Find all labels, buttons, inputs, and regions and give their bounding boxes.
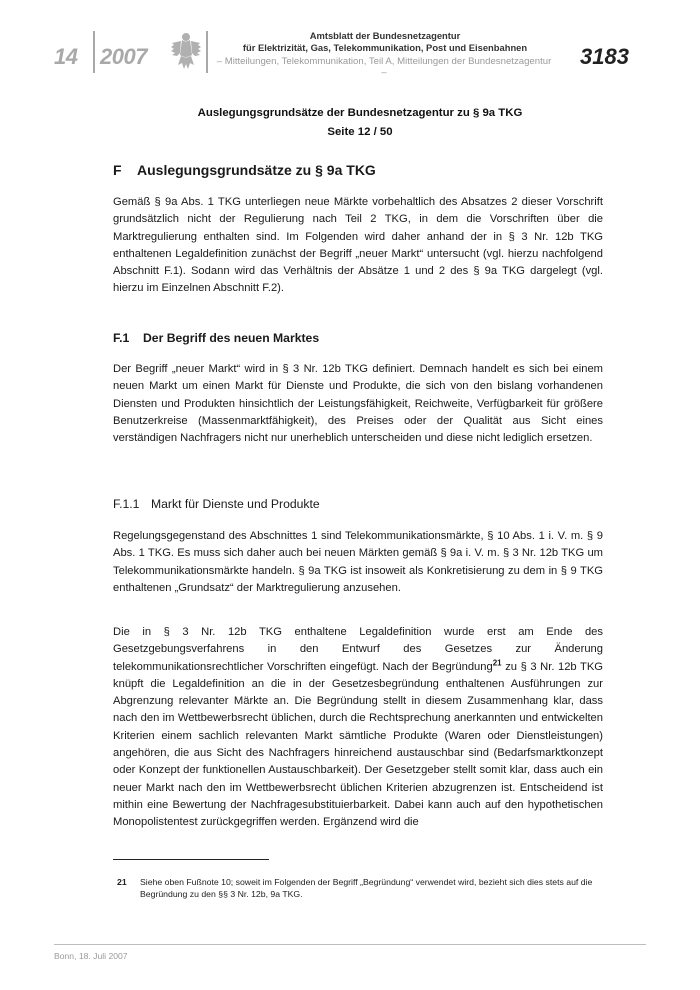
section-title: Der Begriff des neuen Marktes (143, 331, 320, 345)
footnote-number: 21 (117, 877, 127, 887)
section-title: Auslegungsgrundsätze zu § 9a TKG (137, 162, 376, 178)
footer-divider (54, 944, 646, 945)
gazette-subtitle: – Mitteilungen, Telekommunikation, Teil A, Mitteilungen der Bundesnetzagentur – (216, 56, 552, 78)
paragraph (113, 624, 603, 832)
section-heading-f (113, 162, 376, 178)
issue-number: 14 (54, 44, 78, 69)
section-number: F.1.1 (113, 497, 140, 511)
issue-label (54, 44, 147, 70)
section-heading-f1 (113, 331, 319, 345)
footnote-reference[interactable]: 21 (492, 657, 502, 667)
paragraph: Regelungsgegenstand des Abschnittes 1 sind Telekommunikationsmärkte, § 10 Abs. 1 i. V. m. § 9 Abs. 1 TKG. Es muss sich daher auch bei neuen Märkten gemäß § 9a i. V. m. § 3 Nr. 12b TKG um Telekommunikationsmärkte handeln. § 9a TKG ist insoweit als Konkretisierung zu dem in § 9 TKG enthaltenen „Grundsatz“ der Marktregulierung anzusehen. (113, 530, 603, 594)
paragraph: Der Begriff „neuer Markt“ wird in § 3 Nr. 12b TKG definiert. Demnach handelt es sich bei einem neuen Markt um einen Markt für Dienste und Produkte, die sich von den bislang vorhandenen Diensten und Produkten hinsichtlich der Leistungsfähigkeit, Reichweite, Verfügbarkeit für größere Benutzerkreise (Massenmarktfähigkeit), des Preises oder der Qualität aus Sicht eines verständigen Nachfragers nicht nur unerheblich unterscheiden und diese nicht lediglich ersetzen. (113, 363, 603, 445)
header-divider (93, 31, 95, 73)
footer-place-date: Bonn, 18. Juli 2007 (54, 951, 128, 961)
footnote-text: Siehe oben Fußnote 10; soweit im Folgenden der Begriff „Begründung“ verwendet wird, bezieht sich dies stets auf die Begründung zu den §§ 3 Nr. 12b, 9a TKG. (140, 877, 593, 899)
paragraph: Gemäß § 9a Abs. 1 TKG unterliegen neue Märkte vorbehaltlich des Absatzes 2 dieser Vorschrift grundsätzlich nicht der Regulierung nach Teil 2 TKG, in dem die Vorschriften über die Marktregulierung enthalten sind. Im Folgenden wird daher anhand der in § 3 Nr. 12b TKG enthaltenen Legaldefinition zunächst der Begriff „neuer Markt“ untersucht (vgl. hierzu nachfolgend Abschnitt F.1). Sodann wird das Verhältnis der Absätze 1 und 2 des § 9a TKG dargelegt (vgl. hierzu im Einzelnen Abschnitt F.2). (113, 196, 603, 295)
paragraph-text: Die in § 3 Nr. 12b TKG enthaltene Legaldefinition wurde erst am Ende des Gesetzgebungsverfahrens in den Entwurf des Gesetzes zur Änderung telekommunikationsrechtlicher Vorschriften eingefügt. Nach der Begründung (113, 626, 603, 673)
paragraph-text: zu § 3 Nr. 12b TKG knüpft die Legaldefinition an die in der Gesetzesbegründung enthaltenen Ausführungen zur Abgrenzung relevanter Märkte an. Die Begründung stellt in diesem Zusammenhang klar, dass nach den im Wettbewerbsrecht üblichen, durch die Rechtsprechung anerkannten und entwickelten Kriterien einem sachlich relevanten Markt sämtliche Produkte (Waren oder Dienstleistungen) angehören, die aus Sicht des Nachfragers hinreichend austauschbar sind (Bedarfsmarktkonzept oder Konzept der funktionellen Austauschbarkeit). Der Gesetzgeber stellt somit klar, dass auch ein neuer Markt nach den im Wettbewerbsrecht üblichen Kriterien abzugrenzen ist. Entscheidend ist mithin eine Bewertung der Nachfragesubstituierbarkeit. Dabei kann auch auf den hypothetischen Monopolistentest zurückgegriffen werden. Ergänzend wird die (113, 660, 603, 829)
header-divider (206, 31, 208, 73)
gazette-title: Amtsblatt der Bundesnetzagentur (309, 30, 461, 41)
section-number: F (113, 162, 122, 178)
footnote (113, 876, 603, 900)
document-title: Auslegungsgrundsätze der Bundesnetzagentur zu § 9a TKG (197, 107, 523, 119)
federal-eagle-icon (170, 31, 202, 71)
section-title: Markt für Dienste und Produkte (151, 497, 320, 511)
section-heading-f11 (113, 497, 320, 511)
document-page-indicator: Seite 12 / 50 (327, 126, 393, 138)
issue-year: 2007 (100, 44, 147, 69)
footnote-divider (113, 859, 269, 860)
section-number: F.1 (113, 331, 130, 345)
gazette-authority: für Elektrizität, Gas, Telekommunikation, Post und Eisenbahnen (242, 42, 528, 53)
page-number: 3183 (580, 44, 629, 69)
